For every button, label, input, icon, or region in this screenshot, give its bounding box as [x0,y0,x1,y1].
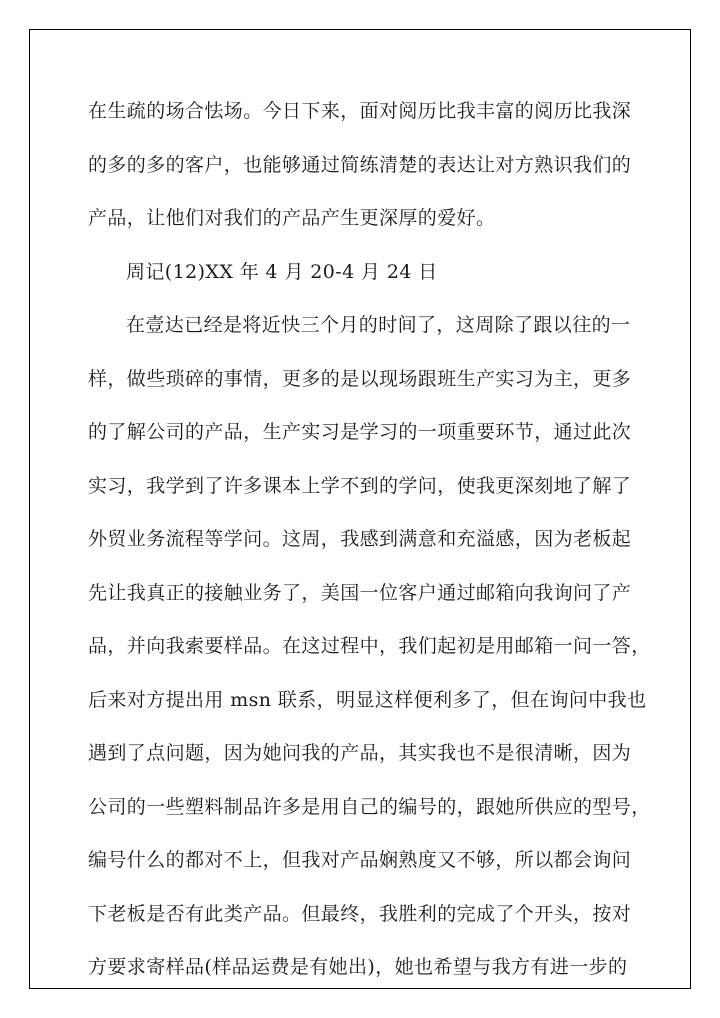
text-line: 公司的一些塑料制品许多是用自己的编号的，跟她所供应的型号， [88,795,651,818]
text-line: 实习，我学到了许多课本上学不到的学问，使我更深刻地了解了 [88,474,632,497]
text-line: 编号什么的都对不上，但我对产品娴熟度又不够，所以都会询问 [88,849,632,871]
text-line: 产品，让他们对我们的产品产生更深厚的爱好。 [88,207,496,229]
section-heading: 周记(12)XX 年 4 月 20-4 月 24 日 [126,260,438,283]
text-line: 后来对方提出用 msn 联系，明显这样便利多了，但在询问中我也 [88,688,647,711]
text-line: 下老板是否有此类产品。但最终，我胜利的完成了个开头，按对 [88,902,632,925]
document-body [88,91,651,1001]
text-line: 方要求寄样品(样品运费是有她出)，她也希望与我方有进一步的 [88,956,628,978]
text-line: 外贸业务流程等学问。这周，我感到满意和充溢感，因为老板起 [88,528,632,550]
paragraph-start: 在壹达已经是将近快三个月的时间了，这周除了跟以往的一 [126,314,631,336]
text-line: 先让我真正的接触业务了，美国一位客户通过邮箱向我询问了产 [88,581,632,604]
text-line: 品，并向我索要样品。在这过程中，我们起初是用邮箱一问一答， [88,635,651,657]
text-line: 的了解公司的产品，生产实习是学习的一项重要环节，通过此次 [88,421,632,443]
text-line: 遇到了点问题，因为她问我的产品，其实我也不是很清晰，因为 [88,742,632,764]
text-line: 样，做些琐碎的事情，更多的是以现场跟班生产实习为主，更多 [88,367,632,390]
text-line: 的多的多的客户，也能够通过简练清楚的表达让对方熟识我们的 [88,153,632,176]
text-line: 在生疏的场合怯场。今日下来，面对阅历比我丰富的阅历比我深 [88,100,632,122]
